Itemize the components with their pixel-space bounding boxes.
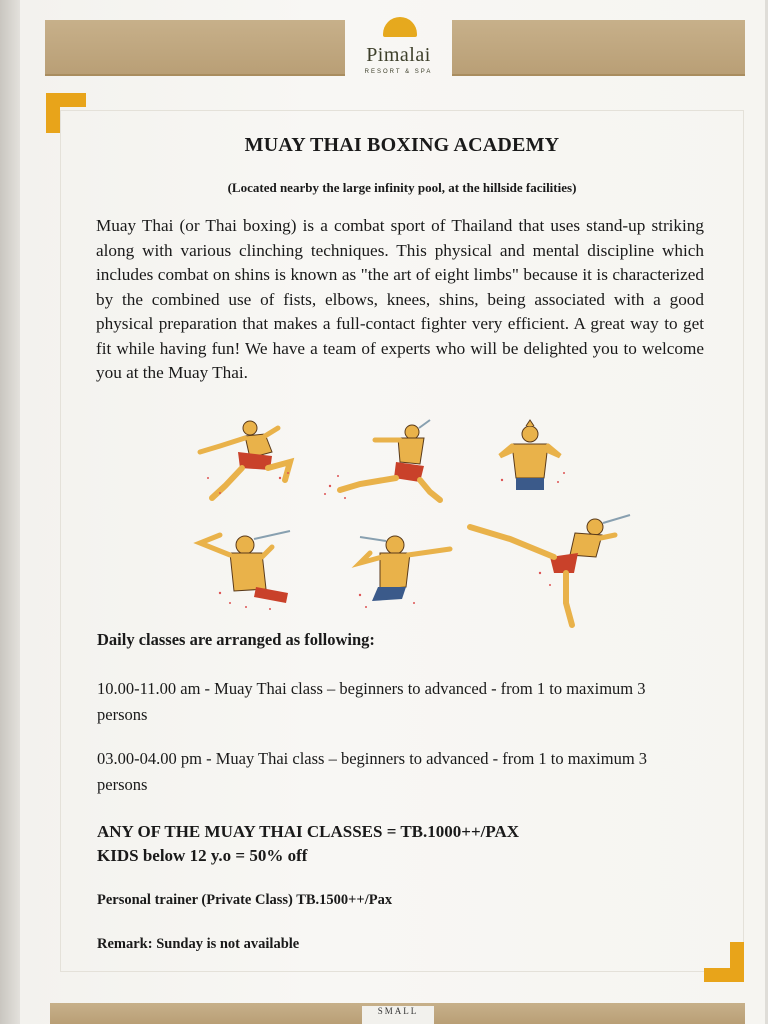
header-band-right bbox=[452, 20, 745, 76]
page-title: MUAY THAI BOXING ACADEMY bbox=[244, 134, 560, 156]
sun-icon bbox=[383, 17, 417, 37]
classes-heading: Daily classes are arranged as following: bbox=[97, 630, 375, 649]
kids-discount: KIDS below 12 y.o = 50% off bbox=[97, 846, 308, 865]
fighter-knee-strike-icon bbox=[200, 421, 290, 498]
brand-logo bbox=[345, 14, 452, 80]
location-note: (Located nearby the large infinity pool, at the hillside facilities) bbox=[227, 180, 577, 195]
fighter-high-kick-icon bbox=[470, 515, 630, 625]
header-band-left bbox=[45, 20, 345, 76]
fighter-punch-icon bbox=[359, 536, 450, 608]
fighter-illustrations bbox=[180, 418, 640, 633]
remark-note: Remark: Sunday is not available bbox=[97, 936, 300, 952]
class-price: ANY OF THE MUAY THAI CLASSES = TB.1000++/PAX bbox=[97, 822, 520, 841]
intro-paragraph: Muay Thai (or Thai boxing) is a combat sport of Thailand that uses stand-up striking along with various clinching techniques. This physical and mental discipline which includes combat on shins is known as "the art of eight limbs" because it is characterized by the combined use of fists, elbows, knees, shins, being associated with a good physical preparation that makes a full-contact fighter very efficient. A great way to get fit while having fun! We have a team of experts who will be delighted you to welcome you at the Muay Thai. bbox=[96, 216, 704, 382]
corner-accent-bottom-right bbox=[704, 942, 744, 982]
class-schedule-afternoon: 03.00-04.00 pm - Muay Thai class – beginners to advanced - from 1 to maximum 3 persons bbox=[97, 749, 648, 794]
fighter-jumping-knee-icon bbox=[324, 420, 440, 500]
class-schedule-morning: 10.00-11.00 am - Muay Thai class – beginners to advanced - from 1 to maximum 3 persons bbox=[97, 679, 646, 724]
fighter-elbow-guard-icon bbox=[200, 531, 290, 610]
brand-name: Pimalai bbox=[366, 44, 431, 66]
footer-logo: SMALL bbox=[362, 1006, 434, 1024]
corner-accent-top-left bbox=[46, 93, 86, 133]
brand-tagline: RESORT & SPA bbox=[364, 69, 433, 75]
fighter-wai-kru-icon bbox=[500, 420, 565, 490]
private-class-price: Personal trainer (Private Class) TB.1500++/Pax bbox=[97, 892, 393, 908]
backdrop-edge bbox=[0, 0, 22, 1024]
